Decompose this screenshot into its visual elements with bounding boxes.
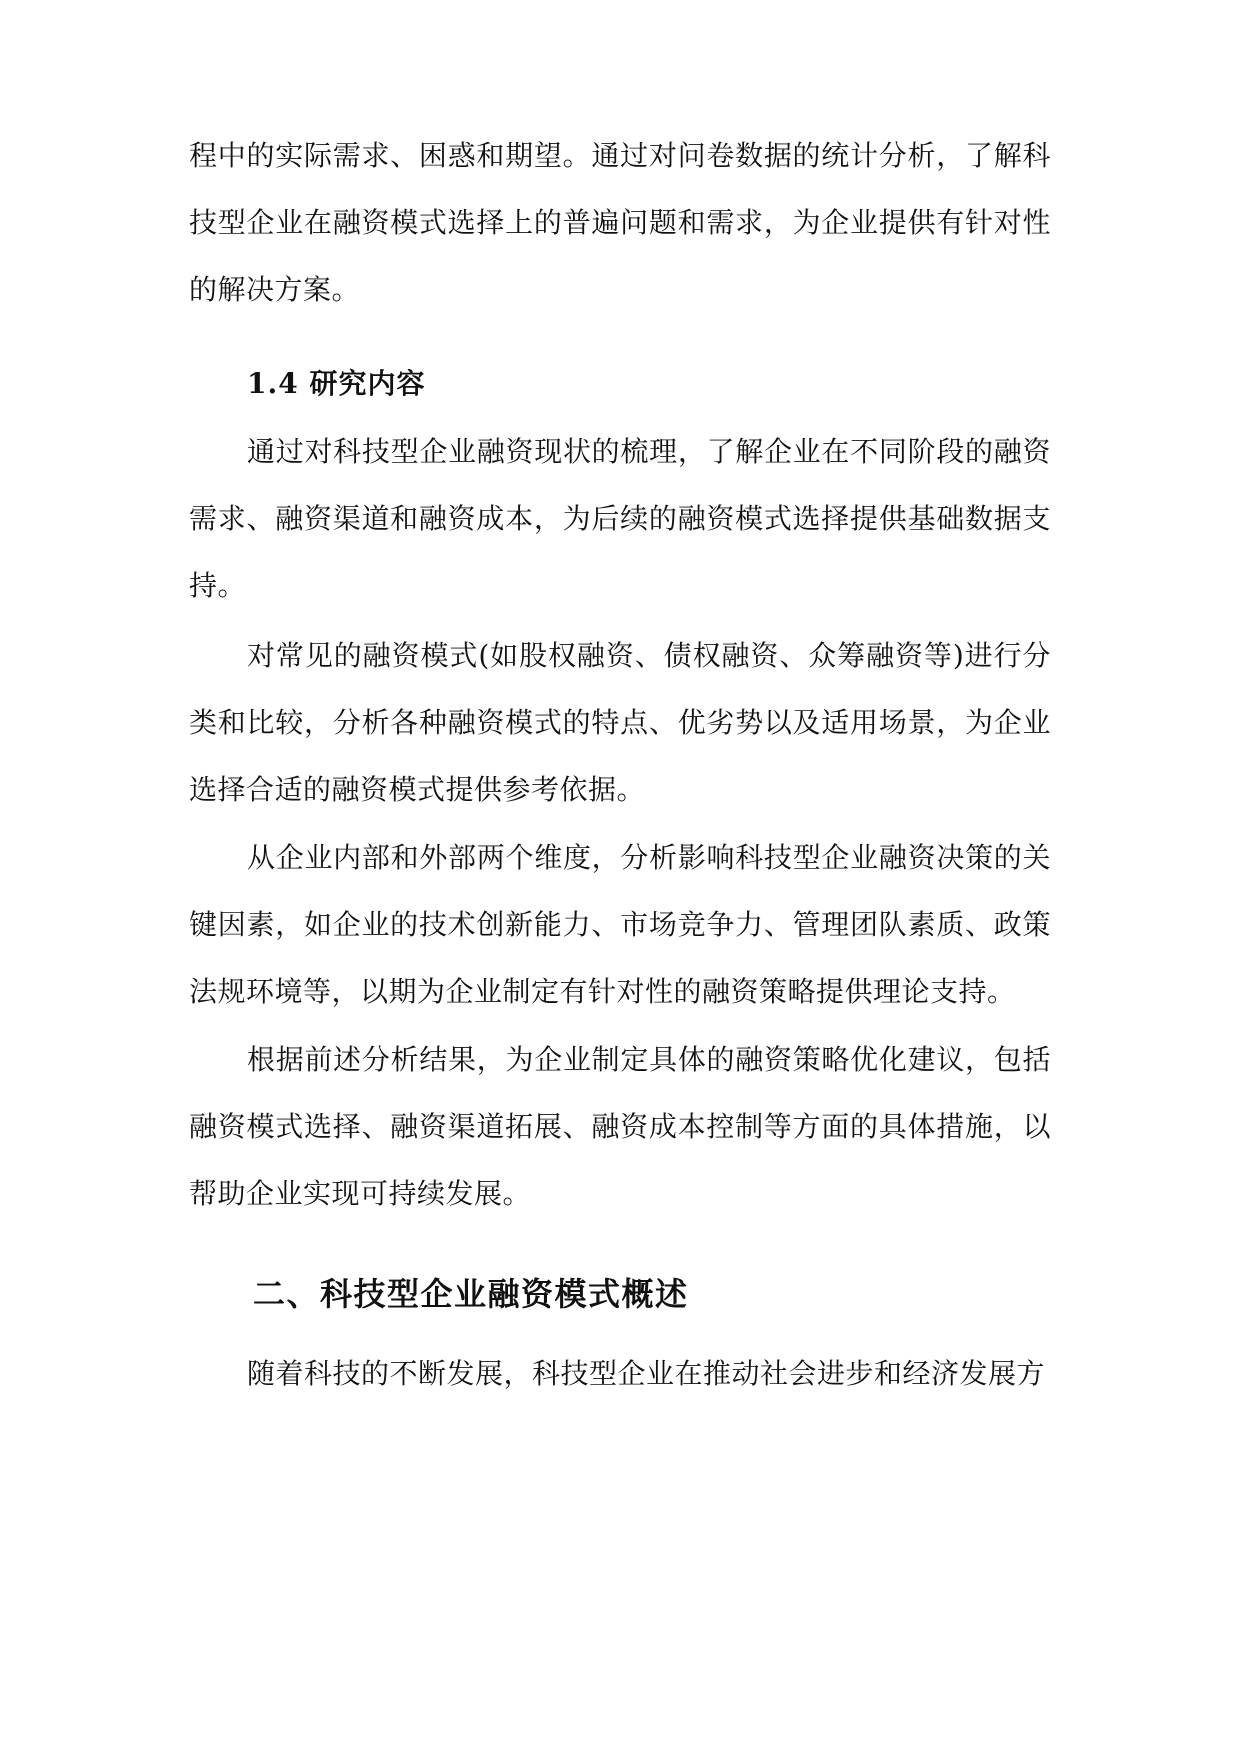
paragraph-strategy-suggestions: 根据前述分析结果，为企业制定具体的融资策略优化建议，包括融资模式选择、融资渠道拓展、融资成本控制等方面的具体措施，以帮助企业实现可持续发展。 [189,1043,1051,1210]
paragraph-funding-modes: 对常见的融资模式(如股权融资、债权融资、众筹融资等)进行分类和比较，分析各种融资模式的特点、优劣势以及适用场景，为企业选择合适的融资模式提供参考依据。 [189,639,1051,806]
paragraph-funding-status: 通过对科技型企业融资现状的梳理，了解企业在不同阶段的融资需求、融资渠道和融资成本，为后续的融资模式选择提供基础数据支持。 [189,435,1051,602]
section-heading: 1.4 研究内容 [247,367,426,400]
chapter-heading: 二、科技型企业融资模式概述 [253,1275,689,1313]
continued-paragraph: 程中的实际需求、困惑和期望。通过对问卷数据的统计分析，了解科技型企业在融资模式选择上的普遍问题和需求，为企业提供有针对性的解决方案。 [189,139,1051,306]
paragraph-key-factors: 从企业内部和外部两个维度，分析影响科技型企业融资决策的关键因素，如企业的技术创新能力、市场竞争力、管理团队素质、政策法规环境等，以期为企业制定有针对性的融资策略提供理论支持。 [189,841,1051,1008]
chapter-first-paragraph: 随着科技的不断发展，科技型企业在推动社会进步和经济发展方 [247,1357,1046,1390]
